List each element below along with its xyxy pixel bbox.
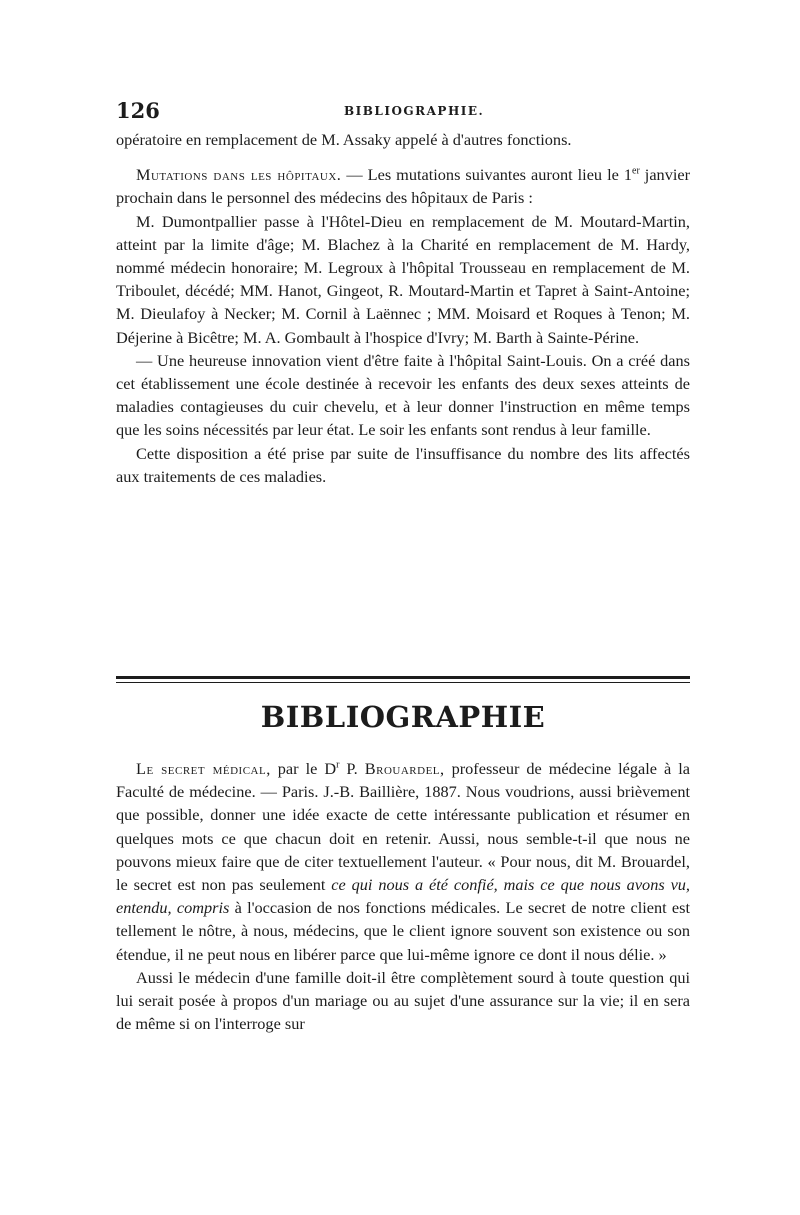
paragraph-saint-louis: — Une heureuse innovation vient d'être faite à l'hôpital Saint-Louis. On a créé dans cet établissement une école destinée à recevoir les enfants des deux sexes atteints de maladies contagieuses du cuir chevelu, et à leur donner l'instruction en même temps que les soins nécessités par leur état. Le soir les enfants sont rendus à leur famille. <box>116 350 690 440</box>
section-title: BIBLIOGRAPHIE <box>260 700 546 734</box>
paragraph-doctor-family: Aussi le médecin d'une famille doit-il être complètement sourd à toute question qui lui serait posée à propos d'un mariage ou au sujet d'une assurance sur la vie; il en sera de même si on l'interroge sur <box>116 967 690 1034</box>
page-number: 126 <box>116 98 160 123</box>
bibliography-section <box>116 757 690 1035</box>
book-title: Le secret médical, <box>136 759 271 778</box>
paragraph-continuation: opératoire en remplacement de M. Assaky appelé à d'autres fonctions. <box>116 130 572 149</box>
paragraph-mutations: Mutations dans les hôpitaux. — Les mutations suivantes auront lieu le 1er janvier prochain dans le personnel des médecins des hôpitaux de Paris : <box>116 165 691 208</box>
paragraph-disposition: Cette disposition a été prise par suite de l'insuffisance du nombre des lits affectés aux traitements de ces maladies. <box>116 443 690 486</box>
page-header <box>116 98 686 128</box>
bibliography-entry: Le secret médical, par le $D^r$ P. Brouardel, professeur de médecine légale à la Faculté de médecine. — Paris. J.-B. Baillière, 1887. Nous voudrions, aussi brièvement que possible, donner une idée exacte de cette intéressante publication et résumer en quelques mots ce que chacun doit en retenir. Aussi, nous semble-t-il que nous ne pouvons mieux faire que de citer textuellement l'auteur. « Pour nous, dit M. Brouardel, le secret est non pas seulement ce qui nous a été confié, mais ce que nous avons vu, entendu, compris à l'occasion de nos fonctions médicales. Le secret de notre client est tellement le nôtre, à nous, médecins, que le client ignore souvent son existence ou son étendue, il ne peut nous en libérer parce que lui-même ignore ce dont il nous délie. » <box>116 759 691 964</box>
paragraph-mutation-list: M. Dumontpallier passe à l'Hôtel-Dieu en remplacement de M. Moutard-Martin, atteint par la limite d'âge; M. Blachez à la Charité en remplacement de M. Hardy, nommé médecin honoraire; M. Legroux à l'hôpital Trousseau en remplacement de M. Triboulet, décédé; MM. Hanot, Gingeot, R. Moutard-Martin et Tapret à Saint-Antoine; M. Dieulafoy à Necker; M. Cornil à Laënnec ; MM. Moisard et Roques à Tenon; M. Déjerine à Bicêtre; M. A. Gombault à l'hospice d'Ivry; M. Barth à Sainte-Périne. <box>116 211 690 347</box>
book-author: Brouardel, <box>364 759 445 778</box>
section-divider <box>116 674 690 688</box>
quoted-italic: ce qui nous a été confié, mais ce que nous avons vu, entendu, compris <box>116 875 691 918</box>
running-head: BIBLIOGRAPHIE. <box>344 104 485 118</box>
news-section <box>116 128 690 488</box>
mutations-heading: Mutations dans les hôpitaux. <box>136 165 342 185</box>
